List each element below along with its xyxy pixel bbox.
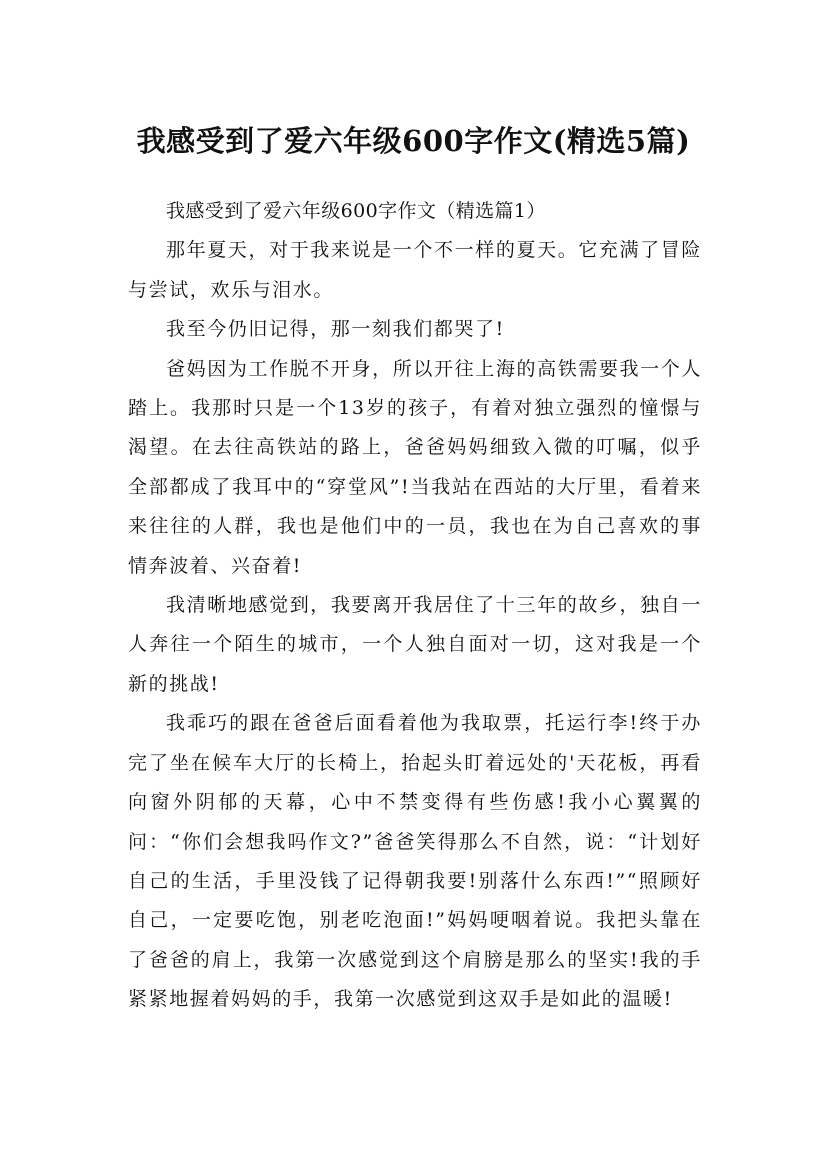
document-title: 我感受到了爱六年级600字作文(精选5篇) <box>136 124 691 159</box>
paragraph: 我清晰地感觉到，我要离开我居住了十三年的故乡，独自一人奔往一个陌生的城市，一个人独自面对一切，这对我是一个新的挑战! <box>128 594 702 695</box>
paragraph: 那年夏天，对于我来说是一个不一样的夏天。它充满了冒险与尝试，欢乐与泪水。 <box>128 239 702 301</box>
section-subtitle: 我感受到了爱六年级600字作文（精选篇1） <box>166 200 546 222</box>
paragraph: 我乖巧的跟在爸爸后面看着他为我取票，托运行李!终于办完了坐在候车大厅的长椅上，抬起头盯着远处的'天花板，再看向窗外阴郁的天幕，心中不禁变得有些伤感!我小心翼翼的问：“你们会想我吗作文?”爸爸笑得那么不自然，说：“计划好自己的生活，手里没钱了记得朝我要!别落什么东西!”“照顾好自己，一定要吃饱，别老吃泡面!”妈妈哽咽着说。我把头靠在了爸爸的肩上，我第一次感觉到这个肩膀是那么的坚实!我的手紧紧地握着妈妈的手，我第一次感觉到这双手是如此的温暖! <box>128 712 702 1011</box>
document-body <box>128 192 702 1020</box>
paragraph: 爸妈因为工作脱不开身，所以开往上海的高铁需要我一个人踏上。我那时只是一个13岁的孩子，有着对独立强烈的憧憬与渴望。在去往高铁站的路上，爸爸妈妈细致入微的叮嘱，似乎全部都成了我耳中的“穿堂风”!当我站在西站的大厅里，看着来来往往的人群，我也是他们中的一员，我也在为自己喜欢的事情奔波着、兴奋着! <box>128 357 702 577</box>
paragraph: 我至今仍旧记得，那一刻我们都哭了! <box>166 318 505 341</box>
